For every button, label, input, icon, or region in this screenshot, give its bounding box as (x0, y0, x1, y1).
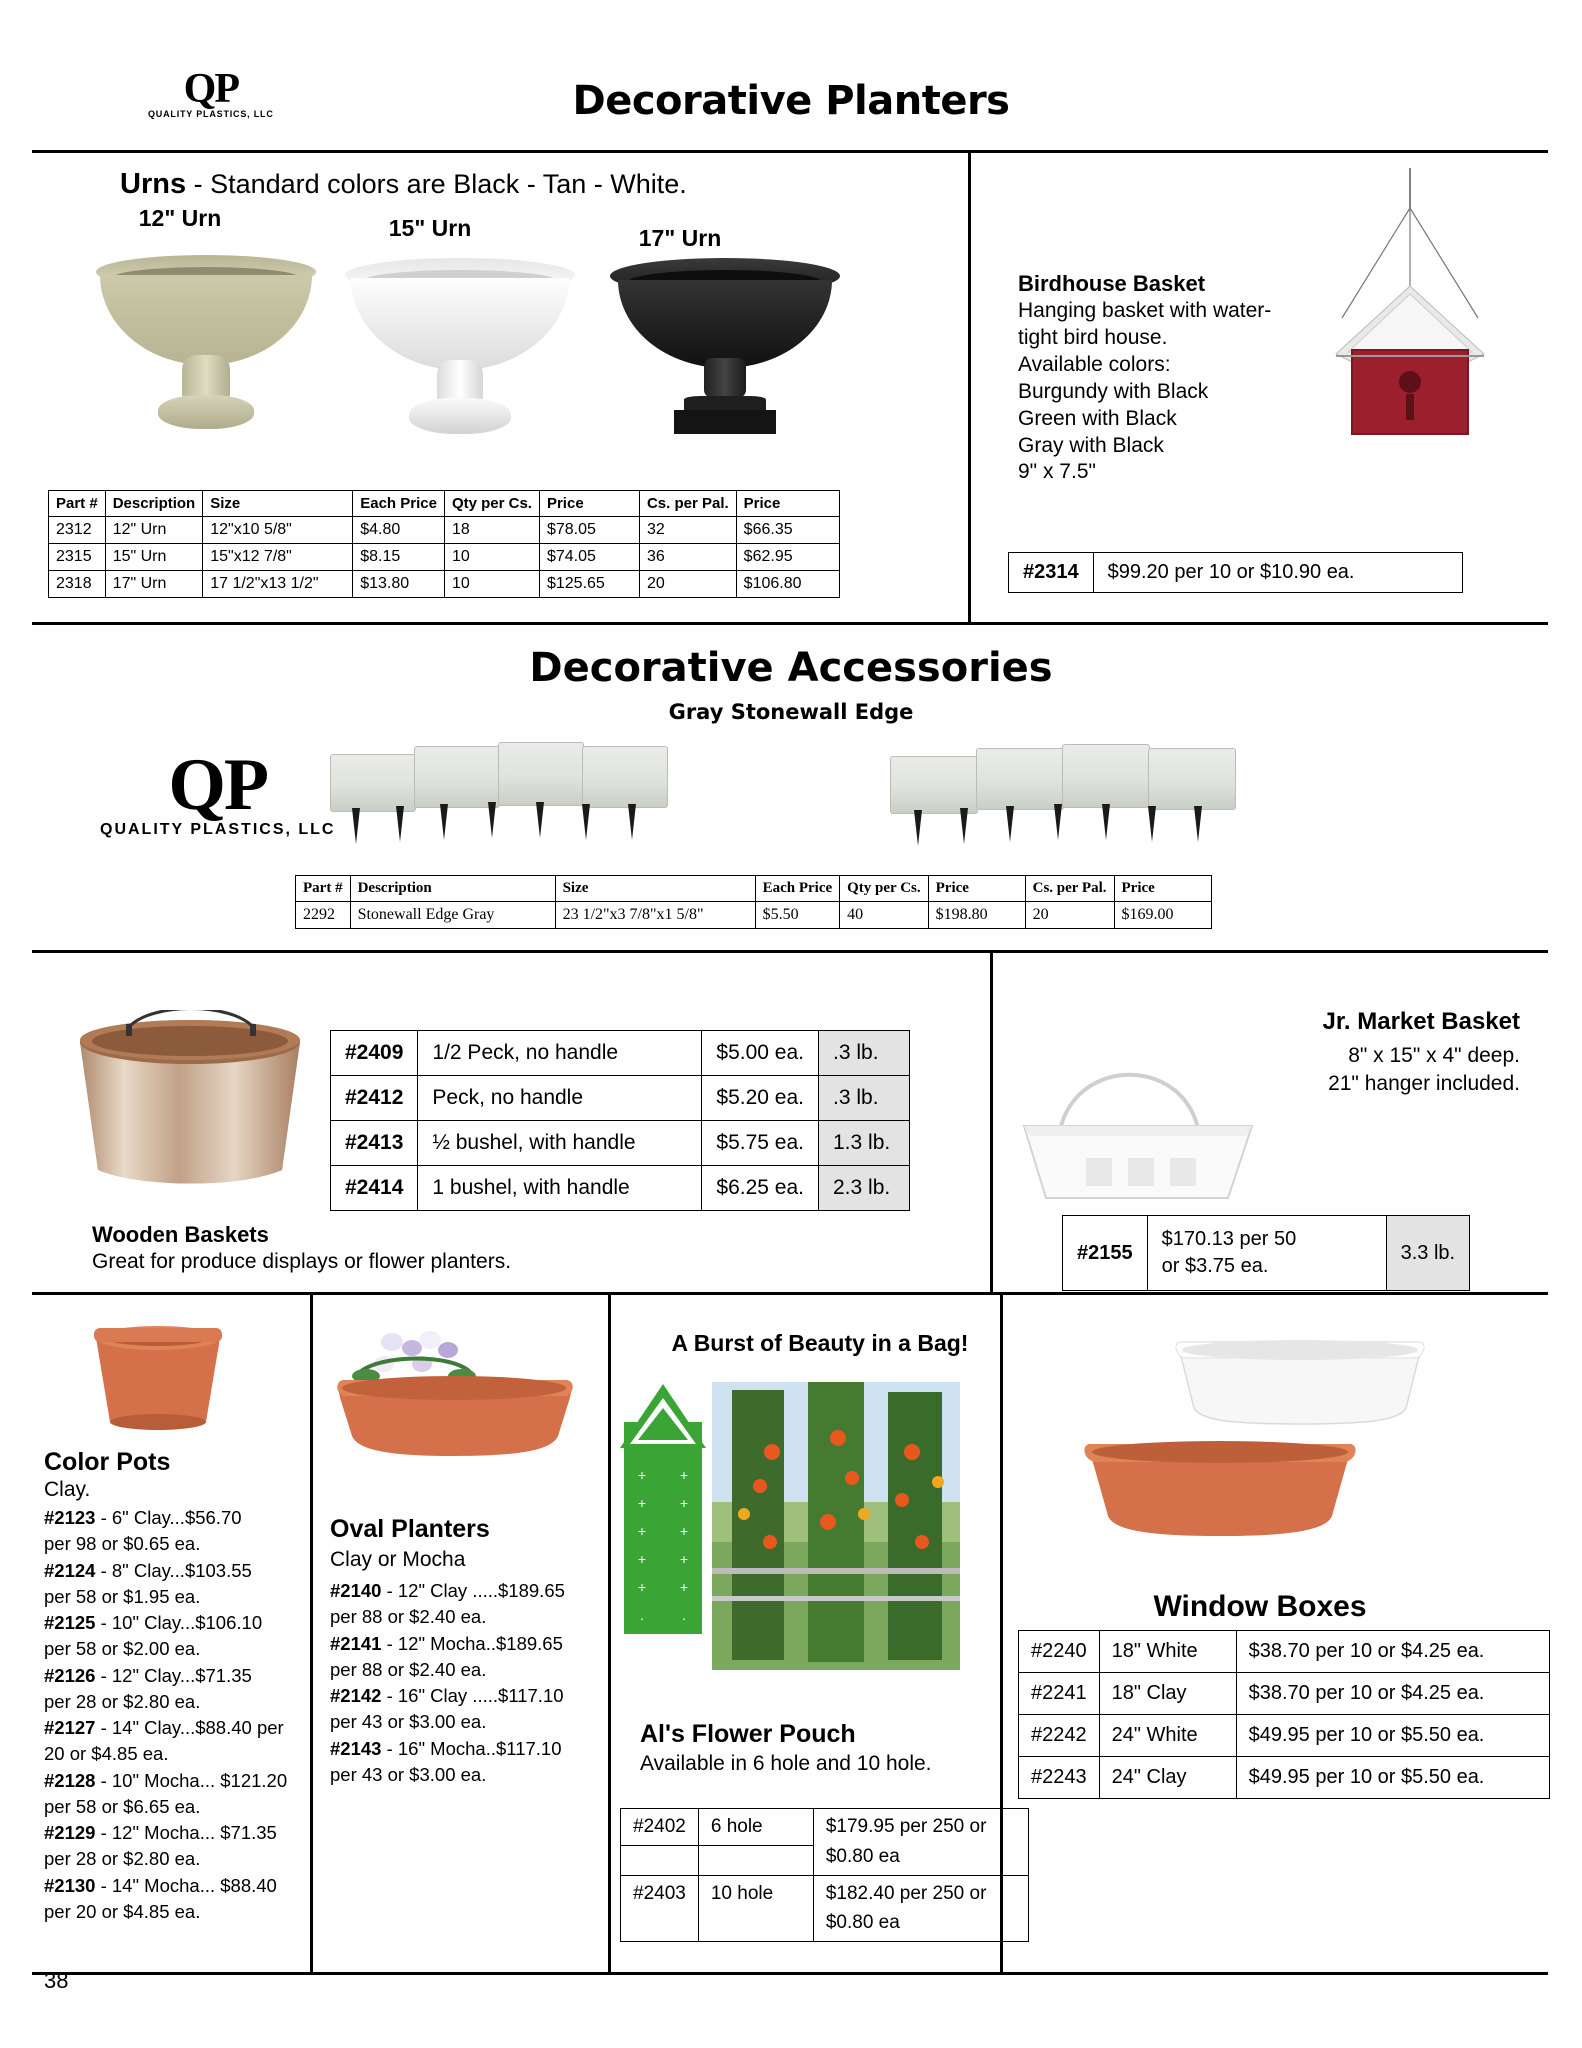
cell-price: $5.75 ea. (702, 1121, 819, 1166)
item-desc: - 12" Mocha..$189.65 (381, 1632, 563, 1654)
page-number: 38 (44, 1968, 69, 1993)
list-item-sub: per 20 or $4.85 ea. (44, 1900, 201, 1922)
list-item-sub: per 28 or $2.80 ea. (44, 1848, 201, 1870)
cell-description: 12" Urn (105, 517, 203, 544)
urn-label-17: 17" Urn (638, 225, 722, 251)
column-divider-3 (1000, 1294, 1003, 1974)
col-price-2: Price (1114, 876, 1211, 902)
cell-price-2: $0.80 ea (813, 1846, 1028, 1876)
cell-price: $5.00 ea. (702, 1031, 819, 1076)
urn-image-17 (610, 258, 840, 458)
cell-cspal: 32 (639, 517, 736, 544)
birdhouse-illustration (1300, 168, 1520, 458)
cell-price2: $62.95 (736, 544, 839, 571)
item-desc: - 12" Clay .....$189.65 (381, 1580, 565, 1601)
qp-logo-subtitle: QUALITY PLASTICS, LLC (100, 821, 336, 838)
cell-weight: 1.3 lb. (819, 1121, 910, 1166)
color-pots-list (44, 1505, 309, 1925)
cell-part: #2403 (621, 1875, 699, 1912)
item-part: #2128 (44, 1769, 96, 1791)
cell-cspal: 20 (639, 571, 736, 598)
urns-heading-word: Urns (120, 168, 187, 200)
cell-qty: 40 (840, 902, 928, 929)
flower-pouch-table (620, 1808, 1029, 1942)
cell-part: 2292 (296, 902, 351, 929)
cell-size: 24" Clay (1099, 1757, 1236, 1799)
birdhouse-image (1300, 168, 1520, 448)
column-divider-1 (310, 1294, 313, 1974)
stonewall-subtitle: Gray Stonewall Edge (668, 700, 914, 724)
flower-pouch-bag-illustration (618, 1382, 708, 1637)
cell-price: $49.95 per 10 or $5.50 ea. (1236, 1757, 1549, 1799)
table-row (331, 1076, 910, 1121)
jr-market-basket-illustration (1000, 1030, 1280, 1210)
cell-price: $38.70 per 10 or $4.25 ea. (1236, 1673, 1549, 1715)
window-box-clay-image (1080, 1420, 1350, 1550)
list-item (44, 1505, 309, 1531)
wooden-basket-image (50, 1010, 280, 1185)
color-pots-subtitle: Clay. (44, 1478, 91, 1501)
svg-text:.: . (682, 1607, 686, 1623)
item-part: #2143 (330, 1737, 382, 1759)
item-part: #2127 (44, 1717, 96, 1739)
svg-text:+: + (637, 1523, 647, 1539)
table-row (49, 517, 840, 544)
table-row (1019, 1673, 1550, 1715)
table-row (331, 1031, 910, 1076)
cell-part: #2414 (331, 1166, 418, 1211)
top-rule (32, 150, 1548, 153)
list-item (44, 1558, 309, 1584)
col-each-price: Each Price (353, 491, 445, 517)
list-item-sub: 20 or $4.85 ea. (44, 1743, 169, 1765)
col-each-price: Each Price (755, 876, 840, 902)
jr-price (1147, 1216, 1386, 1290)
jr-part-number: #2155 (1077, 1241, 1133, 1264)
col-qty-per-cs: Qty per Cs. (840, 876, 928, 902)
urn-image-12 (96, 255, 316, 445)
col-part: Part # (296, 876, 351, 902)
list-item-sub: per 98 or $0.65 ea. (44, 1533, 201, 1555)
cell-price: $179.95 per 250 or (813, 1809, 1028, 1846)
qp-logo-letters: QP (168, 744, 268, 826)
table-row (621, 1809, 1029, 1846)
svg-text:+: + (679, 1579, 689, 1595)
cell-holes: 10 hole (698, 1875, 813, 1912)
item-desc: - 16" Mocha..$117.10 (381, 1737, 562, 1759)
svg-text:+: + (679, 1495, 689, 1511)
cell-part-empty (621, 1846, 699, 1876)
svg-text:+: + (637, 1495, 647, 1511)
page-header (0, 0, 1582, 150)
list-item (44, 1715, 309, 1741)
svg-text:+: + (637, 1467, 647, 1483)
cell-weight: 2.3 lb. (819, 1166, 910, 1211)
list-item (44, 1873, 309, 1899)
window-box-clay-illustration (1080, 1420, 1360, 1550)
list-item (44, 1663, 309, 1689)
list-item-sub: per 58 or $1.95 ea. (44, 1585, 201, 1607)
cell-description: Stonewall Edge Gray (350, 902, 555, 929)
section-divider-horizontal (32, 622, 1548, 625)
cell-size: 15"x12 7/8" (203, 544, 353, 571)
list-item (330, 1631, 600, 1657)
jr-market-basket-line-1: 8" x 15" x 4" deep. (1348, 1044, 1520, 1067)
oval-planters-subtitle: Clay or Mocha (330, 1548, 466, 1571)
flower-pouch-title: Al's Flower Pouch (640, 1720, 856, 1748)
cell-price-2: $0.80 ea (813, 1912, 1028, 1942)
cell-weight: .3 lb. (819, 1076, 910, 1121)
item-desc: - 10" Mocha... $121.20 (95, 1769, 288, 1791)
cell-price: $38.70 per 10 or $4.25 ea. (1236, 1631, 1549, 1673)
cell-part: #2240 (1019, 1631, 1100, 1673)
urns-table (48, 490, 840, 598)
wooden-basket-illustration (50, 1010, 350, 1195)
cell-part: #2402 (621, 1809, 699, 1846)
item-desc: - 12" Mocha... $71.35 (95, 1822, 277, 1844)
cell-holes: 6 hole (698, 1809, 813, 1846)
wooden-baskets-table (330, 1030, 910, 1211)
jr-market-basket-price-box (1062, 1215, 1470, 1291)
table-header-row (49, 491, 840, 517)
cell-description: ½ bushel, with handle (418, 1121, 702, 1166)
birdhouse-price-box (1008, 552, 1463, 593)
list-item (44, 1610, 309, 1636)
jr-price-line-2: or $3.75 ea. (1161, 1255, 1269, 1277)
birdhouse-part-number: #2314 (1023, 561, 1079, 583)
cell-price: $182.40 per 250 or (813, 1875, 1028, 1912)
col-cs-per-pal: Cs. per Pal. (1025, 876, 1114, 902)
urn-label-15: 15" Urn (388, 215, 472, 241)
jr-weight: 3.3 lb. (1386, 1216, 1469, 1290)
jr-market-basket-title: Jr. Market Basket (1322, 1008, 1520, 1035)
cell-description: 1/2 Peck, no handle (418, 1031, 702, 1076)
svg-text:.: . (640, 1607, 644, 1623)
table-row (621, 1846, 1029, 1876)
cell-each-price: $5.50 (755, 902, 840, 929)
jr-price-line-1: $170.13 per 50 (1161, 1228, 1297, 1250)
flower-pouch-photo (712, 1382, 960, 1670)
cell-part: 2318 (49, 571, 106, 598)
table-row (49, 571, 840, 598)
window-boxes-table (1018, 1630, 1550, 1799)
cell-part: #2409 (331, 1031, 418, 1076)
flower-pouch-burst-title: A Burst of Beauty in a Bag! (671, 1330, 969, 1356)
cell-price: $5.20 ea. (702, 1076, 819, 1121)
color-pots-title: Color Pots (44, 1448, 171, 1476)
table-row (331, 1121, 910, 1166)
cell-price2: $66.35 (736, 517, 839, 544)
jr-market-basket-line-2: 21" hanger included. (1328, 1072, 1520, 1095)
stonewall-edge-image-right (890, 740, 1250, 850)
section-divider-vertical (968, 152, 971, 624)
table-row (296, 902, 1212, 929)
section-divider-horizontal-3 (32, 1292, 1548, 1295)
cell-size: 24" White (1099, 1715, 1236, 1757)
col-price-1: Price (928, 876, 1025, 902)
cell-price: $6.25 ea. (702, 1166, 819, 1211)
cell-weight: .3 lb. (819, 1031, 910, 1076)
cell-description: 1 bushel, with handle (418, 1166, 702, 1211)
list-item-sub: per 88 or $2.40 ea. (330, 1606, 487, 1628)
cell-each-price: $13.80 (353, 571, 445, 598)
item-desc: - 14" Mocha... $88.40 (95, 1874, 277, 1896)
col-size: Size (203, 491, 353, 517)
cell-price2: $169.00 (1114, 902, 1211, 929)
qp-logo-letters: QP (183, 66, 238, 112)
cell-price1: $125.65 (539, 571, 639, 598)
cell-part: #2412 (331, 1076, 418, 1121)
birdhouse-line-3: Available colors: (1018, 352, 1171, 376)
cell-qty: 18 (444, 517, 539, 544)
column-divider-2 (608, 1294, 611, 1974)
cell-price1: $198.80 (928, 902, 1025, 929)
birdhouse-line-4: Burgundy with Black (1018, 379, 1209, 403)
oval-planters-list (330, 1578, 600, 1788)
cell-description: 17" Urn (105, 571, 203, 598)
col-cs-per-pal: Cs. per Pal. (639, 491, 736, 517)
cell-size: 23 1/2"x3 7/8"x1 5/8" (555, 902, 755, 929)
item-part: #2142 (330, 1685, 382, 1707)
cell-size: 17 1/2"x13 1/2" (203, 571, 353, 598)
cell-part-empty (621, 1912, 699, 1942)
svg-text:+: + (679, 1467, 689, 1483)
cell-qty: 10 (444, 571, 539, 598)
item-part: #2141 (330, 1632, 382, 1654)
cell-price1: $74.05 (539, 544, 639, 571)
urns-heading-rest: - Standard colors are Black - Tan - White. (186, 169, 687, 199)
oval-planters-title: Oval Planters (330, 1515, 490, 1543)
urn-image-15 (345, 258, 575, 448)
item-part: #2125 (44, 1612, 96, 1634)
cell-holes-empty (698, 1912, 813, 1942)
color-pot-image (88, 1318, 228, 1443)
bottom-rule (32, 1972, 1548, 1975)
list-item (44, 1768, 309, 1794)
urns-heading (120, 168, 687, 201)
birdhouse-price: $99.20 per 10 or $10.90 ea. (1093, 553, 1462, 592)
wooden-baskets-title: Wooden Baskets (92, 1222, 269, 1247)
birdhouse-line-5: Green with Black (1018, 406, 1177, 430)
item-desc: - 14" Clay...$88.40 per (95, 1717, 284, 1739)
page-title: Decorative Planters (572, 78, 1010, 124)
item-part: #2123 (44, 1507, 96, 1528)
svg-text:+: + (679, 1523, 689, 1539)
qp-logo-subtitle: QUALITY PLASTICS, LLC (148, 109, 274, 119)
cell-cspal: 20 (1025, 902, 1114, 929)
wooden-baskets-subtitle: Great for produce displays or flower planters. (92, 1250, 512, 1273)
list-item-sub: per 28 or $2.80 ea. (44, 1690, 201, 1712)
color-pot-illustration (88, 1318, 228, 1438)
table-row (621, 1875, 1029, 1912)
birdhouse-line-1: Hanging basket with water- (1018, 299, 1272, 323)
jr-market-basket-image (1000, 1030, 1250, 1190)
cell-size: 18" Clay (1099, 1673, 1236, 1715)
flower-pouch-photo-illustration (712, 1382, 960, 1670)
list-item (330, 1736, 600, 1762)
cell-each-price: $8.15 (353, 544, 445, 571)
item-part: #2140 (330, 1580, 382, 1601)
table-row (49, 544, 840, 571)
cell-qty: 10 (444, 544, 539, 571)
section-divider-vertical-2 (990, 952, 993, 1292)
cell-part: 2315 (49, 544, 106, 571)
table-header-row (296, 876, 1212, 902)
table-row (1019, 1631, 1550, 1673)
svg-text:+: + (679, 1551, 689, 1567)
birdhouse-description (1018, 270, 1348, 486)
table-row (1019, 1715, 1550, 1757)
cell-description: Peck, no handle (418, 1076, 702, 1121)
item-part: #2130 (44, 1874, 96, 1896)
list-item (330, 1578, 600, 1604)
table-row (1019, 1757, 1550, 1799)
col-price-2: Price (736, 491, 839, 517)
cell-each-price: $4.80 (353, 517, 445, 544)
list-item (330, 1683, 600, 1709)
item-desc: - 10" Clay...$106.10 (95, 1612, 263, 1634)
list-item-sub: per 58 or $2.00 ea. (44, 1638, 201, 1660)
item-desc: - 8" Clay...$103.55 (95, 1559, 252, 1581)
col-part: Part # (49, 491, 106, 517)
col-description: Description (105, 491, 203, 517)
oval-planter-illustration (330, 1320, 580, 1480)
cell-description: 15" Urn (105, 544, 203, 571)
cell-price2: $106.80 (736, 571, 839, 598)
cell-holes-empty (698, 1846, 813, 1876)
svg-text:+: + (637, 1579, 647, 1595)
cell-cspal: 36 (639, 544, 736, 571)
urn-label-12: 12" Urn (138, 205, 222, 231)
table-row (331, 1166, 910, 1211)
section-divider-horizontal-2 (32, 950, 1548, 953)
flower-pouch-subtitle: Available in 6 hole and 10 hole. (640, 1752, 932, 1775)
birdhouse-line-6: Gray with Black (1018, 433, 1164, 457)
item-desc: - 6" Clay...$56.70 (95, 1507, 242, 1528)
list-item-sub: per 43 or $3.00 ea. (330, 1711, 487, 1733)
item-part: #2126 (44, 1664, 96, 1686)
birdhouse-title: Birdhouse Basket (1018, 271, 1206, 296)
table-row (621, 1912, 1029, 1942)
cell-size: 12"x10 5/8" (203, 517, 353, 544)
col-size: Size (555, 876, 755, 902)
col-price-1: Price (539, 491, 639, 517)
cell-price1: $78.05 (539, 517, 639, 544)
cell-part: #2241 (1019, 1673, 1100, 1715)
cell-part: #2413 (331, 1121, 418, 1166)
flower-pouch-bag-image (618, 1382, 708, 1637)
accessories-title: Decorative Accessories (529, 645, 1053, 691)
list-item (44, 1820, 309, 1846)
list-item-sub: per 58 or $6.65 ea. (44, 1795, 201, 1817)
item-desc: - 16" Clay .....$117.10 (381, 1685, 564, 1707)
item-part: #2124 (44, 1559, 96, 1581)
stonewall-table (295, 875, 1212, 929)
window-boxes-title: Window Boxes (1153, 1590, 1367, 1623)
cell-part: #2242 (1019, 1715, 1100, 1757)
svg-text:+: + (637, 1551, 647, 1567)
list-item-sub: per 88 or $2.40 ea. (330, 1658, 487, 1680)
oval-planter-image (330, 1320, 580, 1485)
cell-price: $49.95 per 10 or $5.50 ea. (1236, 1715, 1549, 1757)
item-part: #2129 (44, 1822, 96, 1844)
col-description: Description (350, 876, 555, 902)
qp-logo-large (100, 744, 336, 838)
birdhouse-line-7: 9" x 7.5" (1018, 460, 1096, 484)
stonewall-edge-image-left (330, 740, 680, 850)
cell-size: 18" White (1099, 1631, 1236, 1673)
col-qty-per-cs: Qty per Cs. (444, 491, 539, 517)
item-desc: - 12" Clay...$71.35 (95, 1664, 252, 1686)
cell-part: #2243 (1019, 1757, 1100, 1799)
birdhouse-line-2: tight bird house. (1018, 326, 1168, 350)
cell-part: 2312 (49, 517, 106, 544)
list-item-sub: per 43 or $3.00 ea. (330, 1763, 487, 1785)
